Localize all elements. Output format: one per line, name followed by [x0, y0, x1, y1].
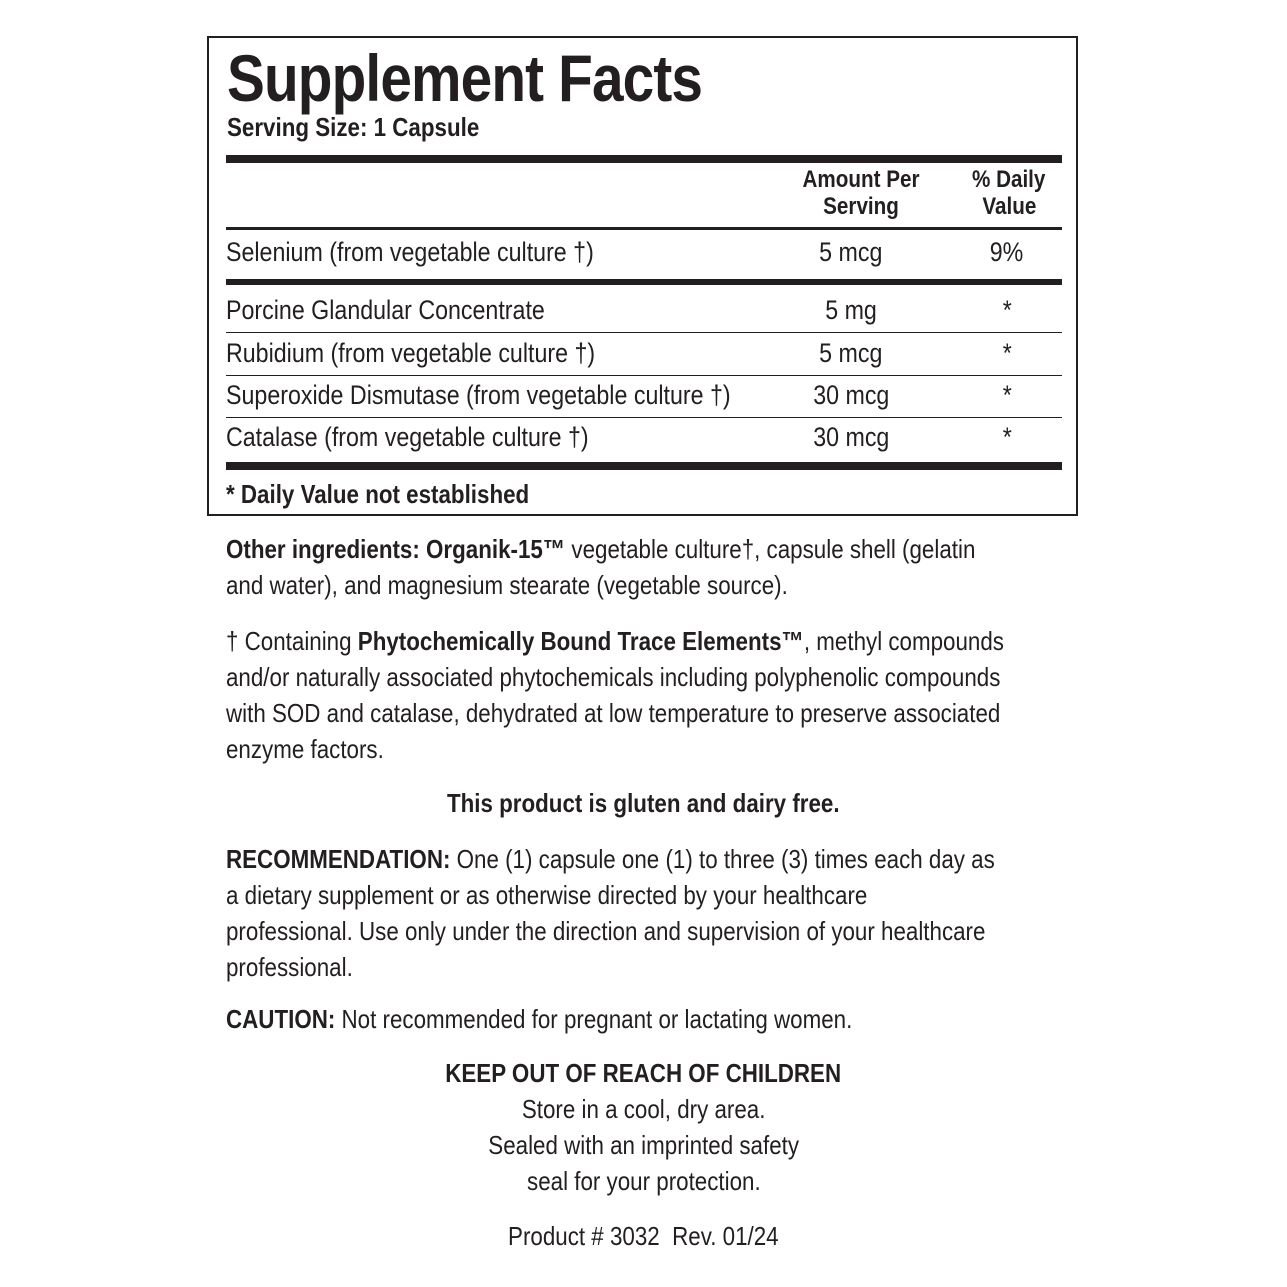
- brand-name: Organik-15™: [426, 534, 566, 564]
- nutrient-row: Rubidium (from vegetable culture †) 5 mcg *: [226, 338, 1012, 368]
- caution-label: CAUTION:: [226, 1004, 336, 1034]
- thick-rule-bottom: [226, 462, 1062, 470]
- other-ingredients: Other ingredients: Organik-15™ vegetable culture†, capsule shell (gelatin and water), and magnesium stearate (vegetable source).: [226, 534, 976, 600]
- daily-value-footnote: * Daily Value not established: [226, 479, 530, 509]
- storage-heading: KEEP OUT OF REACH OF CHILDREN: [445, 1058, 842, 1088]
- recommendation: RECOMMENDATION: One (1) capsule one (1) to three (3) times each day as a dietary supplement or as otherwise directed by your healthcare professional. Use only under the direction and supervision of your healthcare professional.: [226, 844, 995, 982]
- other-ingredients-label: Other ingredients:: [226, 534, 427, 564]
- column-header-amount: Amount Per Serving: [803, 166, 920, 220]
- trace-elements-name: Phytochemically Bound Trace Elements™: [357, 626, 804, 656]
- storage-block: KEEP OUT OF REACH OF CHILDREN Store in a cool, dry area. Sealed with an imprinted safety seal for your protection.: [0, 1055, 1287, 1199]
- dagger-note: † Containing Phytochemically Bound Trace Elements™, methyl compounds and/or naturally associated phytochemicals including polyphenolic compounds with SOD and catalase, dehydrated at low temperature to preserve associated enzyme factors.: [226, 626, 1004, 764]
- recommendation-label: RECOMMENDATION:: [226, 844, 451, 874]
- caution: CAUTION: Not recommended for pregnant or lactating women.: [226, 1004, 853, 1034]
- supplement-facts-panel: [207, 36, 1078, 516]
- medium-rule: [226, 279, 1062, 285]
- serving-size: Serving Size: 1 Capsule: [227, 112, 480, 142]
- product-code: Product # 3032 Rev. 01/24: [508, 1221, 779, 1251]
- panel-title: Supplement Facts: [227, 41, 703, 115]
- nutrient-row: Porcine Glandular Concentrate 5 mg *: [226, 295, 1012, 325]
- header-rule: [226, 227, 1062, 230]
- column-header-daily-value: % Daily Value: [972, 166, 1046, 220]
- row-divider: [226, 332, 1062, 333]
- nutrient-row: Superoxide Dismutase (from vegetable culture †) 30 mcg *: [226, 380, 1012, 410]
- gluten-note: This product is gluten and dairy free.: [447, 788, 840, 818]
- thick-rule-top: [226, 155, 1062, 163]
- nutrient-row: Selenium (from vegetable culture †) 5 mcg 9%: [226, 237, 1024, 267]
- nutrient-row: Catalase (from vegetable culture †) 30 mcg *: [226, 422, 1012, 452]
